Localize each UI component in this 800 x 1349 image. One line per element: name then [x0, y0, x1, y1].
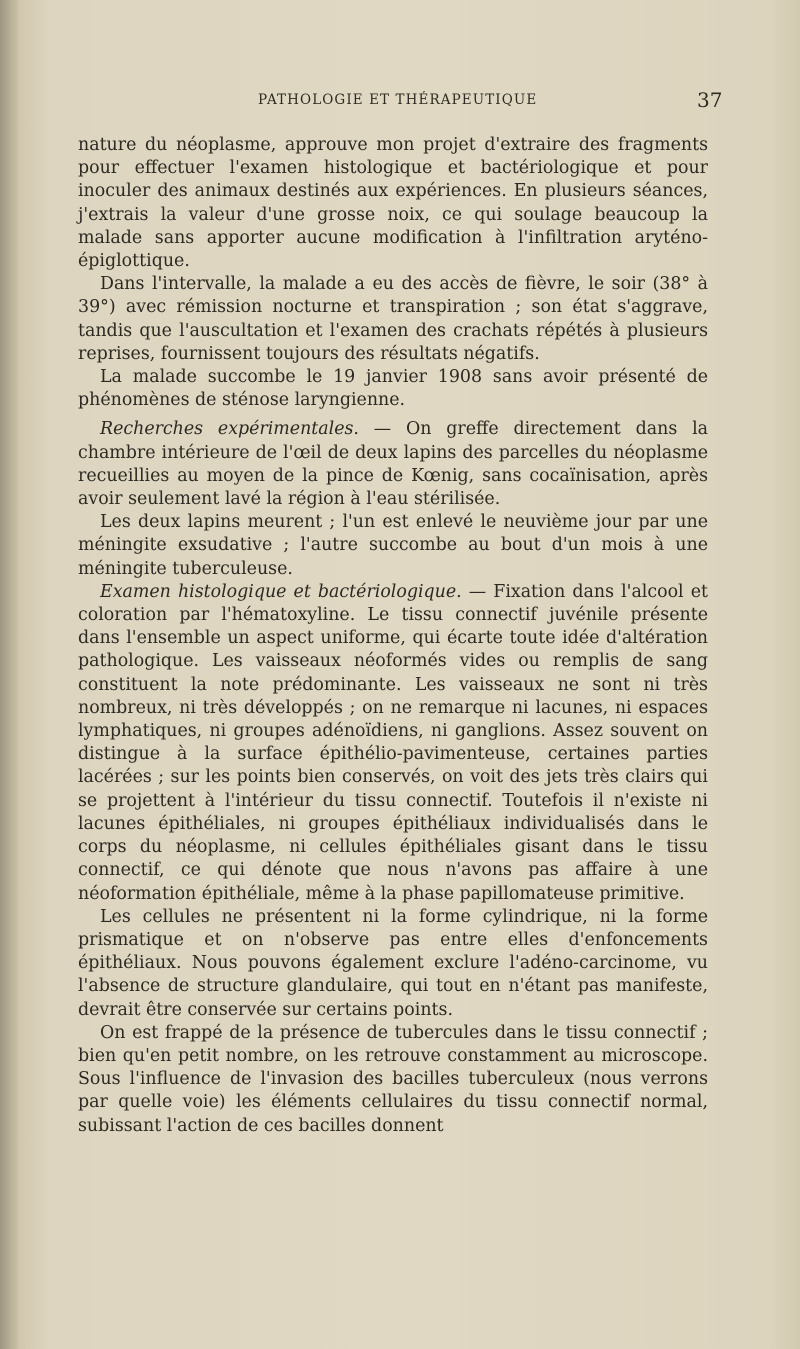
paragraph-6 [78, 581, 708, 906]
section-heading-experimental: Recherches expérimentales. [100, 419, 359, 440]
paragraph-6-text: — Fixation dans l'alcool et coloration par l'hématoxyline. Le tissu connectif juvénile présente dans l'ensemble un aspect uniforme, qui écarte toute idée d'altération pathologique. Les vaisseaux néoformés vides ou remplis de sang constituent la note prédominante. Les vaisseaux ne sont ni très nombreux, ni très développés ; on ne remarque ni lacunes, ni espaces lymphatiques, ni groupes adénoïdiens, ni ganglions. Assez souvent on distingue à la surface épithélio-pavimenteuse, certaines parties lacérées ; sur les points bien conservés, on voit des jets très clairs qui se projettent à l'intérieur du tissu connectif. Toutefois il n'existe ni lacunes épithéliales, ni groupes épithéliaux individualisés dans le corps du néoplasme, ni cellules épithéliales gisant dans le tissu connectif, ce qui dénote que nous n'avons pas affaire à une néoformation épithéliale, même à la phase papillomateuse primitive. [78, 581, 708, 904]
paragraph-4 [78, 418, 708, 511]
paragraph-5: Les deux lapins meurent ; l'un est enlevé le neuvième jour par une méningite exsudative ; l'autre succombe au bout d'un mois à une méningite tuberculeuse. [78, 512, 708, 579]
page-number: 37 [697, 88, 723, 112]
paragraph-8: On est frappé de la présence de tubercules dans le tissu connectif ; bien qu'en petit nombre, on les retrouve constamment au microscope. Sous l'influence de l'invasion des bacilles tuberculeux (nous verrons par quelle voie) les éléments cellulaires du tissu connectif normal, subissant l'action de ces bacilles donnent [78, 1022, 708, 1136]
running-title: PATHOLOGIE ET THÉRAPEUTIQUE [258, 92, 538, 108]
paragraph-3: La malade succombe le 19 janvier 1908 sans avoir présenté de phénomènes de sténose laryngienne. [78, 367, 708, 411]
body-text [78, 134, 708, 1138]
paragraph-2: Dans l'intervalle, la malade a eu des accès de fièvre, le soir (38° à 39°) avec rémission nocturne et transpiration ; son état s'aggrave, tandis que l'auscultation et l'examen des crachats répétés à plusieurs reprises, fournissent toujours des résultats négatifs. [78, 274, 708, 364]
paragraph-1: nature du néoplasme, approuve mon projet d'extraire des fragments pour effectuer l'examen histologique et bactériologique et pour inoculer des animaux destinés aux expériences. En plusieurs séances, j'extrais la valeur d'une grosse noix, ce qui soulage beaucoup la malade sans apporter aucune modification à l'infiltration aryténo-épiglottique. [78, 135, 708, 272]
page-header [0, 88, 800, 118]
book-binding-edge [0, 0, 18, 1349]
paragraph-7: Les cellules ne présentent ni la forme cylindrique, ni la forme prismatique et on n'observe pas entre elles d'enfoncements épithéliaux. Nous pouvons également exclure l'adéno-carcinome, vu l'absence de structure glandulaire, qui tout en n'étant pas manifeste, devrait être conservée sur certains points. [78, 906, 708, 1020]
section-heading-histology: Examen histologique et bactériologique. [100, 581, 462, 602]
paragraph-4-text: — On greffe directement dans la chambre intérieure de l'œil de deux lapins des parcelles du néoplasme recueillies au moyen de la pince de Kœnig, sans cocaïnisation, après avoir seulement lavé la région à l'eau stérilisée. [78, 419, 708, 510]
